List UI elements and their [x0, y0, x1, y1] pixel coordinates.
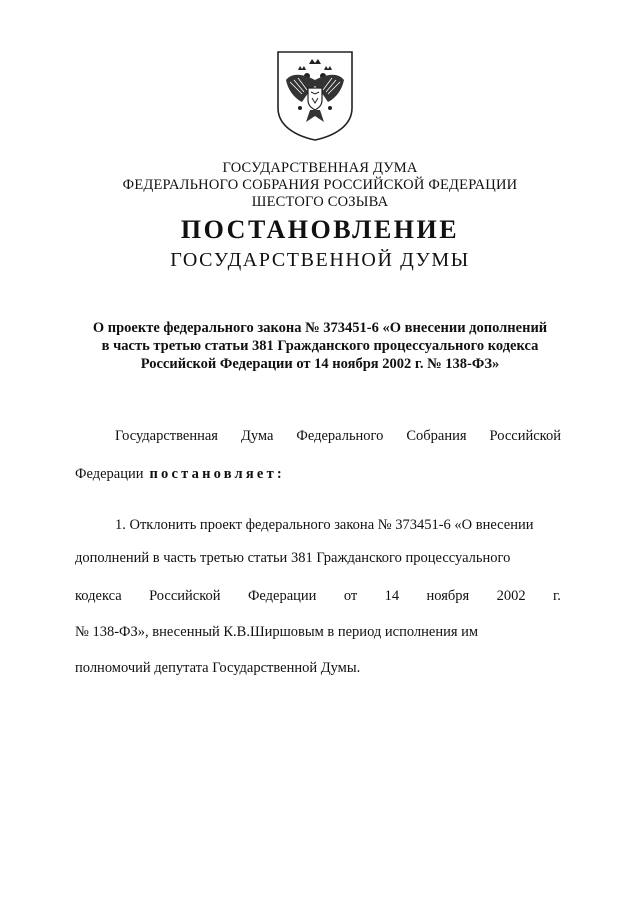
document-title: ПОСТАНОВЛЕНИЕ: [180, 215, 460, 244]
preamble-line-2: [75, 466, 561, 483]
item1-word: Российской: [149, 588, 221, 604]
subject-line-3: Российской Федерации от 14 ноября 2002 г. № 138-ФЗ»: [140, 356, 500, 372]
item1-text: 1. Отклонить проект федерального закона № 373451-6 «О внесении: [115, 517, 534, 533]
item1-line-2: [75, 550, 561, 567]
preamble-text: Федерации: [75, 466, 144, 482]
document-subtitle: ГОСУДАРСТВЕННОЙ ДУМЫ: [170, 249, 470, 271]
preamble-word: Государственная: [115, 428, 218, 444]
subject-line-1: О проекте федерального закона № 373451-6 «О внесении дополнений: [92, 320, 548, 336]
item1-word: 14: [384, 588, 400, 604]
item1-line-1: [115, 517, 561, 534]
item1-line-3: [75, 588, 561, 605]
preamble-word: Дума: [240, 428, 274, 444]
preamble-word: Федерального: [296, 428, 384, 444]
item1-word: от: [343, 588, 358, 604]
item1-word: г.: [552, 588, 561, 604]
item1-line-4: [75, 624, 561, 641]
header-line-1: ГОСУДАРСТВЕННАЯ ДУМА: [222, 160, 418, 176]
item1-line-5: [75, 660, 561, 677]
resolves-emphasis: постановляет:: [149, 466, 285, 482]
item1-word: ноября: [426, 588, 470, 604]
preamble-line-1: [115, 428, 561, 445]
item1-word: 2002: [496, 588, 526, 604]
preamble-word: Собрания: [406, 428, 467, 444]
item1-word: Федерации: [247, 588, 317, 604]
header-line-3: ШЕСТОГО СОЗЫВА: [251, 194, 389, 210]
item1-text: полномочий депутата Государственной Думы.: [75, 660, 361, 676]
item1-word: кодекса: [75, 588, 122, 604]
header-line-2: ФЕДЕРАЛЬНОГО СОБРАНИЯ РОССИЙСКОЙ ФЕДЕРАЦИИ: [122, 177, 518, 193]
coat-of-arms-emblem: [276, 50, 354, 142]
item1-text: дополнений в часть третью статьи 381 Гражданского процессуального: [75, 550, 511, 566]
subject-line-2: в часть третью статьи 381 Гражданского процессуального кодекса: [101, 338, 539, 354]
item1-text: № 138-ФЗ», внесенный К.В.Ширшовым в период исполнения им: [75, 624, 479, 640]
preamble-word: Российской: [489, 428, 561, 444]
